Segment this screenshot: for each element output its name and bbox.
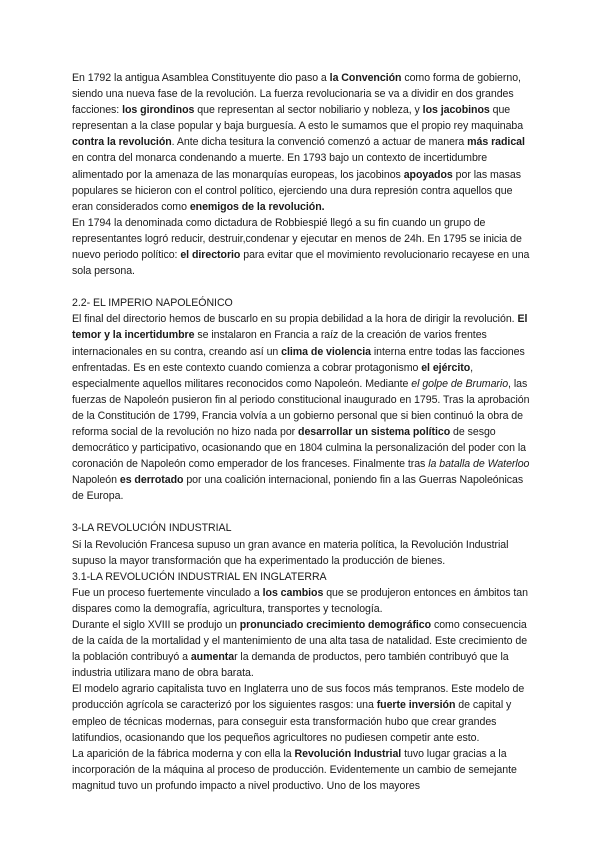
paragraph-agrario: [72, 681, 532, 745]
text-run: En 1794 la denominada como dictadura de Robbiespié llegó a su fin cuando un grupo de representantes logró reducir, destruir,condenar y ejecutar en menos de 24h. En 1795 se inicia de nuevo periodo político:: [72, 216, 522, 262]
text-run: Durante el siglo XVIII se produjo un: [72, 619, 240, 631]
bold-text: el ejército: [421, 361, 471, 374]
paragraph-demografia: [72, 617, 532, 681]
text-run: por una coalición internacional, poniendo fin a las Guerras Napoleónicas de Europa.: [72, 474, 524, 503]
text-run: que se produjeron entonces en ámbitos tan dispares como la demografía, agricultura, transportes y tecnología.: [72, 586, 528, 615]
subheading-revolucion-inglaterra: 3.1-LA REVOLUCIÓN INDUSTRIAL EN INGLATERRA: [72, 570, 327, 583]
text-run: por las masas populares se hicieron con el control político, ejerciendo una dura represión contra aquellos que eran considerados como: [72, 168, 521, 213]
paragraph-fabrica: [72, 746, 532, 794]
text-run: en contra del monarca condenando a muerte. En 1793 bajo un contexto de incertidumbre alimentado por la amenaza de las monarquías europeas, los jacobinos: [72, 152, 488, 181]
text-run: interna entre todas las facciones enfrentadas. Es en este contexto cuando comienza a cobrar protagonismo: [72, 345, 525, 374]
bold-text: clima de violencia: [281, 345, 371, 358]
bold-text: es derrotado: [119, 474, 184, 487]
bold-text: los jacobinos: [422, 104, 490, 117]
bold-text: El temor y la incertidumbre: [72, 313, 528, 342]
text-run: como forma de gobierno, siendo una nueva fase de la revolución. La fuerza revolucionaria se va a dividir en dos grandes facciones:: [72, 72, 521, 117]
text-run: En 1792 la antigua Asamblea Constituyente dio paso a: [72, 72, 330, 84]
text-run: , especialmente aquellos militares reconocidos como Napoleón. Mediante: [72, 361, 474, 390]
text-run: Si la Revolución Francesa supuso un gran avance en materia política, la Revolución Industrial supuso la mayor transformación que ha experimentado la producción de bienes.: [72, 538, 509, 567]
bold-text: pronunciado crecimiento demográfico: [239, 619, 432, 631]
bold-text: los girondinos: [122, 104, 195, 117]
heading-revolucion-industrial: 3-LA REVOLUCIÓN INDUSTRIAL: [72, 522, 232, 535]
text-run: Napoleón: [72, 474, 120, 487]
text-run: . Ante dicha tesitura la convenció comenzó a actuar de manera: [171, 136, 468, 149]
text-run: r la demanda de productos, pero también contribuyó que la industria utilizara mano de obra barata.: [72, 651, 509, 680]
paragraph-revolucion-intro: [72, 537, 532, 569]
blank-line: [72, 504, 532, 520]
bold-text: la Convención: [329, 72, 402, 84]
bold-text: contra la revolución: [72, 136, 172, 149]
text-run: El modelo agrario capitalista tuvo en Inglaterra uno de sus focos más tempranos. Este modelo de producción agrícola se caracterizó por los siguientes rasgos: una: [72, 683, 525, 712]
text-run: de capital y empleo de técnicas modernas, para conseguir esta transformación hubo que crear grandes latifundios, ocasionando que los pequeños agricultores no pudiesen competir ante esto.: [72, 699, 512, 744]
text-run: , las fuerzas de Napoleón pusieron fin al periodo constitucional inaugurado en 1795. Tras la aprobación de la Constitución de 1799, Francia volvía a un gobierno personal que si bien continuó la obra de reforma social de la revolución no hizo nada por: [72, 377, 530, 438]
paragraph-cambios: [72, 585, 532, 617]
text-run: como consecuencia de la caída de la mortalidad y el mantenimiento de una alta tasa de natalidad. Este crecimiento de la población contribuyó a: [72, 619, 528, 664]
bold-text: el directorio: [180, 249, 241, 262]
text-run: que representan al sector nobiliario y nobleza, y: [194, 104, 423, 117]
text-run: se instalaron en Francia a raíz de la creación de varios frentes internacionales en su contra, creando así un: [72, 329, 487, 358]
bold-text: apoyados: [403, 168, 453, 181]
italic-text: el golpe de Brumario: [411, 377, 509, 390]
bold-text: fuerte inversión: [376, 699, 456, 712]
bold-text: aumenta: [190, 651, 235, 664]
bold-text: desarrollar un sistema político: [298, 425, 451, 438]
italic-text: la batalla de Waterloo: [428, 458, 530, 471]
text-run: para evitar que el movimiento revolucionario recayese en una sola persona.: [72, 249, 530, 278]
text-run: de sesgo democrático y participativo, ocasionando que en 1804 culmina la personalización del poder con la coronación de Napoleón como emperador de los franceses. Finalmente tras: [72, 425, 526, 471]
bold-text: Revolución Industrial: [294, 747, 402, 760]
bold-text: más radical: [467, 136, 525, 149]
text-run: tuvo lugar gracias a la incorporación de la máquina al proceso de producción. Evidentemente un cambio de semejante magnitud tuvo un profundo impacto a nivel productivo. Uno de los mayores: [72, 747, 517, 792]
text-run: que representan a la clase popular y baja burguesía. A esto le sumamos que el propio rey maquinaba: [72, 104, 524, 133]
text-run: La aparición de la fábrica moderna y con ella la: [72, 747, 295, 760]
bold-text: los cambios: [262, 586, 324, 599]
document-page: [72, 70, 532, 794]
bold-text: enemigos de la revolución.: [189, 200, 325, 213]
paragraph-imperio: [72, 311, 532, 504]
text-run: El final del directorio hemos de buscarlo en su propia debilidad a la hora de dirigir la revolución.: [72, 313, 518, 326]
blank-line: [72, 279, 532, 295]
paragraph-directorio: [72, 215, 532, 279]
text-run: Fue un proceso fuertemente vinculado a: [72, 586, 263, 599]
heading-imperio-napoleonico: 2.2- EL IMPERIO NAPOLEÓNICO: [72, 297, 233, 310]
paragraph-convencion: [72, 70, 532, 215]
